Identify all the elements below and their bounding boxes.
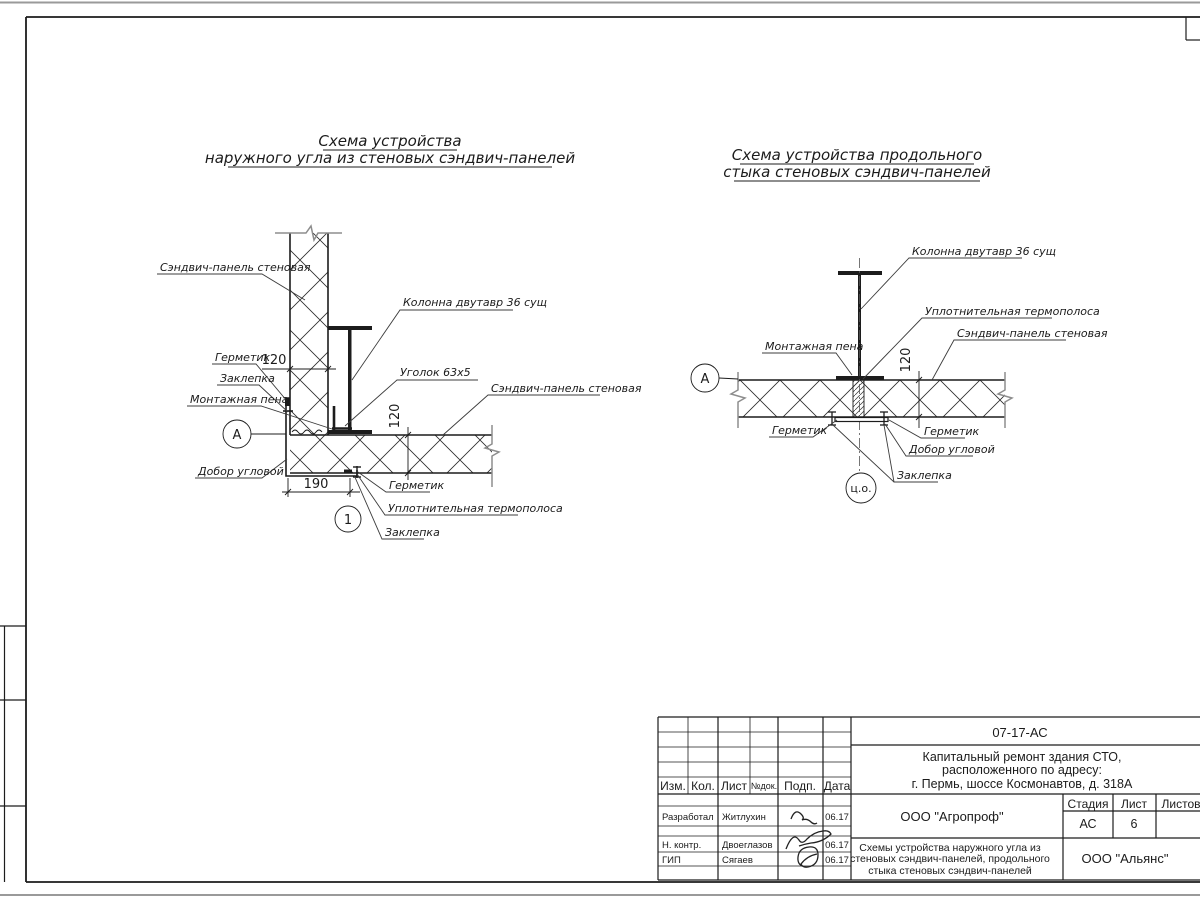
right-diagram-title-line1: Схема устройства продольного bbox=[731, 146, 983, 164]
label-rivet-bottom: Заклепка bbox=[385, 526, 440, 539]
row0-date: 06.17 bbox=[825, 812, 849, 823]
org-name: ООО "Агропроф" bbox=[900, 809, 1004, 824]
row1-date: 06.17 bbox=[825, 840, 849, 851]
label-thermo-strip: Уплотнительная термополоса bbox=[388, 502, 563, 515]
dim-190-text: 190 bbox=[303, 477, 329, 492]
left-diagram-title-line1: Схема устройства bbox=[318, 132, 462, 150]
left-diagram bbox=[157, 132, 642, 539]
row2-role: ГИП bbox=[662, 855, 681, 866]
label-column-right: Колонна двутавр 36 сущ bbox=[912, 245, 1057, 258]
label-panel-right: Сэндвич-панель стеновая bbox=[491, 382, 642, 395]
row0-role: Разработал bbox=[662, 812, 714, 823]
right-diagram-labels bbox=[762, 245, 1108, 482]
dim-120-v-text: 120 bbox=[261, 353, 287, 368]
sheet-title-line2: стеновых сэндвич-панелей, продольного bbox=[850, 853, 1050, 865]
left-diagram-labels bbox=[157, 261, 642, 539]
row1-role: Н. контр. bbox=[662, 840, 702, 851]
sheet-label: Лист bbox=[1120, 797, 1148, 811]
project-name-line2: расположенного по адресу: bbox=[942, 763, 1102, 777]
contractor-name: ООО "Альянс" bbox=[1081, 851, 1169, 866]
detail-marker-1 bbox=[335, 506, 361, 532]
right-diagram-title-line2: стыка стеновых сэндвич-панелей bbox=[723, 163, 991, 181]
row0-name: Житлухин bbox=[722, 812, 766, 823]
label-panel-top: Сэндвич-панель стеновая bbox=[160, 261, 311, 274]
col-list: Лист bbox=[720, 779, 748, 793]
label-rivet-left: Заклепка bbox=[220, 372, 275, 385]
right-diagram bbox=[691, 146, 1108, 503]
doc-number: 07-17-АС bbox=[992, 725, 1048, 740]
row1-name: Двоеглазов bbox=[722, 840, 773, 851]
dim-120-right-text: 120 bbox=[899, 347, 914, 373]
col-izm: Изм. bbox=[660, 779, 686, 793]
label-panel-right2: Сэндвич-панель стеновая bbox=[957, 327, 1108, 340]
col-data: Дата bbox=[823, 779, 851, 793]
sheet-value: 6 bbox=[1130, 817, 1138, 831]
row2-date: 06.17 bbox=[825, 855, 849, 866]
left-diagram-title-line2: наружного угла из стеновых сэндвич-панелей bbox=[204, 149, 576, 167]
center-marker bbox=[846, 473, 876, 503]
stage-value: АС bbox=[1079, 817, 1097, 831]
label-foam-right: Монтажная пена bbox=[765, 340, 864, 353]
label-sealant-left: Герметик bbox=[215, 351, 271, 364]
label-angle: Уголок 63х5 bbox=[400, 366, 471, 379]
sheet-title-line3: стыка стеновых сэндвич-панелей bbox=[868, 865, 1032, 877]
label-sealant-right-right: Герметик bbox=[924, 425, 980, 438]
axis-marker-a-right bbox=[691, 364, 738, 392]
label-rivet-right: Заклепка bbox=[897, 469, 952, 482]
title-block bbox=[658, 717, 1200, 880]
label-corner-trim: Добор угловой bbox=[198, 465, 284, 478]
dim-190 bbox=[282, 477, 360, 497]
signature-razrabotal bbox=[791, 812, 817, 824]
center-marker-text: ц.о. bbox=[850, 482, 872, 495]
signature-gip bbox=[798, 847, 818, 867]
detail-marker-1-text: 1 bbox=[343, 513, 353, 528]
panel-joint bbox=[853, 380, 864, 417]
label-corner-trim-right: Добор угловой bbox=[909, 443, 995, 456]
label-column: Колонна двутавр 36 сущ bbox=[403, 296, 548, 309]
label-sealant-left-right: Герметик bbox=[772, 424, 828, 437]
label-sealant-bottom: Герметик bbox=[389, 479, 445, 492]
project-name-line1: Капитальный ремонт здания СТО, bbox=[922, 750, 1122, 764]
col-ndoc: №док. bbox=[750, 781, 778, 791]
col-podp: Подп. bbox=[784, 779, 816, 793]
sheets-label: Листов bbox=[1161, 797, 1200, 811]
dim-120-h-text: 120 bbox=[388, 403, 403, 429]
axis-marker-a-left-text: А bbox=[232, 428, 242, 443]
axis-marker-a-right-text: А bbox=[700, 372, 710, 387]
label-thermo-right: Уплотнительная термополоса bbox=[925, 305, 1100, 318]
col-kol: Кол. bbox=[691, 779, 715, 793]
sheet-title-line1: Схемы устройства наружного угла из bbox=[859, 842, 1041, 854]
stage-label: Стадия bbox=[1067, 797, 1109, 811]
label-foam: Монтажная пена bbox=[190, 393, 289, 406]
row2-name: Сягаев bbox=[722, 855, 753, 866]
project-name-line3: г. Пермь, шоссе Космонавтов, д. 318А bbox=[911, 777, 1133, 791]
axis-marker-a-left bbox=[223, 420, 286, 448]
